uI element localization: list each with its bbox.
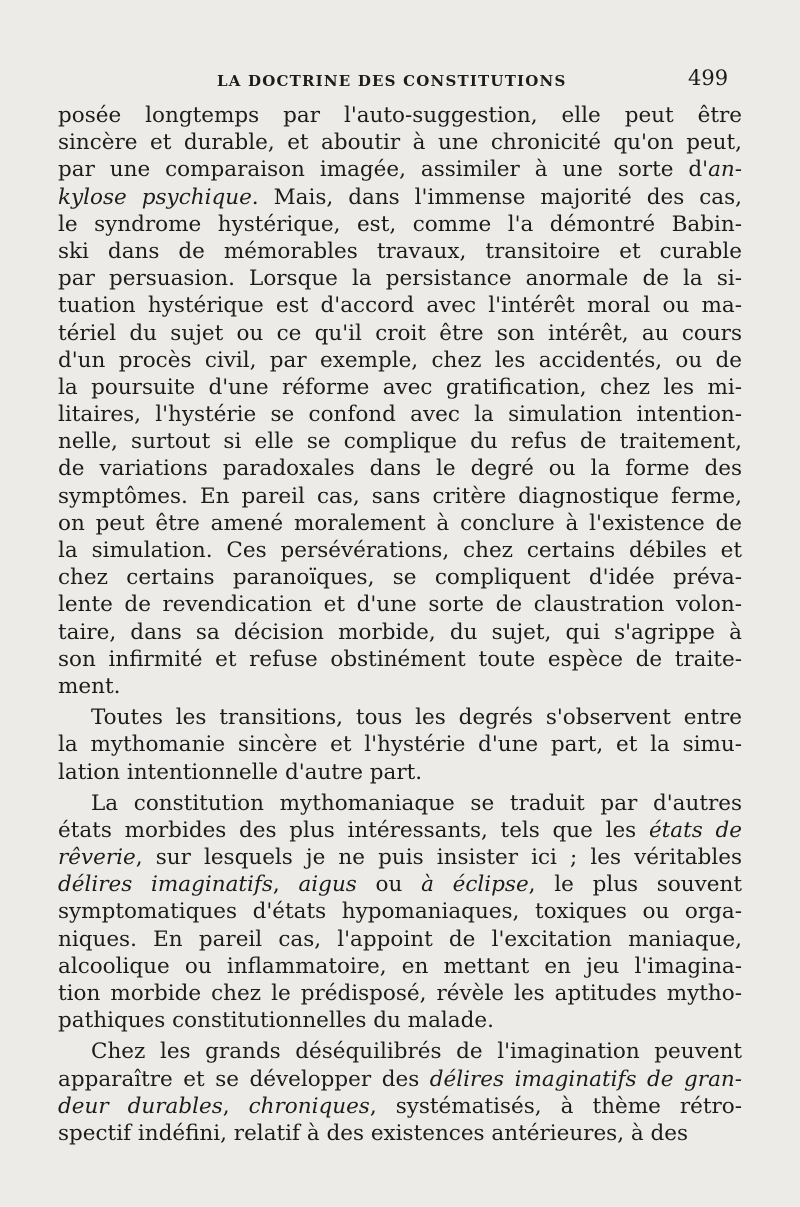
text-line bbox=[58, 483, 742, 510]
text-run: symptomatiques d'états hypomaniaques, toxiques ou orga- bbox=[58, 899, 742, 925]
text-line bbox=[58, 428, 742, 455]
text-line bbox=[58, 184, 742, 211]
text-run: . Mais, dans l'immense majorité des cas, bbox=[251, 184, 742, 210]
italic-run: délires imaginatifs de gran- bbox=[429, 1066, 742, 1092]
text-line bbox=[58, 619, 742, 646]
italic-run: aigus bbox=[298, 872, 357, 898]
text-run: Chez les grands déséquilibrés de l'imagination peuvent bbox=[91, 1039, 742, 1065]
paragraph bbox=[58, 704, 742, 786]
text-line bbox=[58, 102, 742, 129]
italic-run: deur durables bbox=[58, 1093, 223, 1119]
text-run: de variations paradoxales dans le degré ou la forme des bbox=[58, 456, 742, 482]
text-run: Toutes les transitions, tous les degrés s'observent entre bbox=[91, 705, 742, 731]
text-run: tériel du sujet ou ce qu'il croit être son intérêt, au cours bbox=[58, 320, 742, 346]
text-run: ski dans de mémorables travaux, transitoire et curable bbox=[58, 238, 742, 264]
text-run: ou bbox=[356, 872, 422, 898]
text-run: posée longtemps par l'auto-suggestion, elle peut être bbox=[58, 103, 742, 128]
text-run: par persuasion. Lorsque la persistance anormale de la si- bbox=[58, 266, 742, 292]
text-line bbox=[58, 898, 742, 925]
text-run: symptômes. En pareil cas, sans critère diagnostique ferme, bbox=[58, 483, 742, 509]
text-run: le syndrome hystérique, est, comme l'a démontré Babin- bbox=[58, 211, 742, 237]
body-text bbox=[58, 102, 742, 1147]
italic-run: délires imaginatifs bbox=[58, 872, 273, 898]
text-run: tuation hystérique est d'accord avec l'intérêt moral ou ma- bbox=[58, 293, 742, 319]
text-line bbox=[58, 646, 742, 673]
text-run: sincère et durable, et aboutir à une chronicité qu'on peut, bbox=[58, 130, 742, 156]
text-line bbox=[58, 704, 742, 731]
italic-run: à éclipse bbox=[421, 872, 529, 898]
text-line bbox=[58, 156, 742, 183]
text-run: tion morbide chez le prédisposé, révèle les aptitudes mytho- bbox=[58, 981, 742, 1006]
text-run: chez certains paranoïques, se compliquent d'idée préva- bbox=[58, 565, 742, 591]
text-run: , sur lesquels je ne puis insister ici ; les véritables bbox=[135, 845, 742, 871]
text-run: La constitution mythomaniaque se traduit par d'autres bbox=[91, 790, 742, 816]
text-line bbox=[58, 401, 742, 428]
text-line bbox=[58, 374, 742, 401]
page-number: 499 bbox=[688, 66, 729, 90]
italic-run: an- bbox=[708, 157, 742, 183]
text-line bbox=[58, 591, 742, 618]
text-line bbox=[58, 759, 742, 786]
text-run: spectif indéfini, relatif à des existences antérieures, à des bbox=[58, 1120, 689, 1146]
text-run: , bbox=[222, 1093, 249, 1119]
text-line bbox=[58, 673, 742, 700]
text-line bbox=[58, 1120, 742, 1147]
text-run: apparaître et se développer des bbox=[58, 1066, 430, 1092]
text-run: lente de revendication et d'une sorte de claustration volon- bbox=[58, 592, 742, 618]
text-line bbox=[58, 871, 742, 898]
text-line bbox=[58, 211, 742, 238]
text-run: , systématisés, à thème rétro- bbox=[369, 1093, 742, 1119]
text-run: taire, dans sa décision morbide, du sujet, qui s'agrippe à bbox=[58, 619, 742, 645]
text-run: , le plus souvent bbox=[528, 872, 742, 898]
italic-run: états de bbox=[648, 817, 742, 843]
text-line bbox=[58, 790, 742, 817]
text-run: litaires, l'hystérie se confond avec la simulation intention- bbox=[58, 402, 742, 428]
text-line bbox=[58, 1038, 742, 1065]
text-run: lation intentionnelle d'autre part. bbox=[58, 759, 423, 785]
text-line bbox=[58, 564, 742, 591]
paragraph bbox=[58, 1038, 742, 1147]
text-line bbox=[58, 129, 742, 156]
text-line bbox=[58, 1066, 742, 1093]
text-line bbox=[58, 926, 742, 953]
text-run: alcoolique ou inflammatoire, en mettant en jeu l'imagina- bbox=[58, 953, 742, 979]
text-line bbox=[58, 980, 742, 1007]
paragraph bbox=[58, 790, 742, 1035]
text-run: la poursuite d'une réforme avec gratification, chez les mi- bbox=[58, 374, 742, 400]
text-line bbox=[58, 292, 742, 319]
text-line bbox=[58, 731, 742, 758]
text-line bbox=[58, 844, 742, 871]
text-line bbox=[58, 1093, 742, 1120]
text-line bbox=[58, 455, 742, 482]
text-run: d'un procès civil, par exemple, chez les accidentés, ou de bbox=[58, 347, 742, 373]
text-line bbox=[58, 817, 742, 844]
text-run: son infirmité et refuse obstinément toute espèce de traite- bbox=[58, 646, 742, 672]
text-line bbox=[58, 238, 742, 265]
text-line bbox=[58, 510, 742, 537]
text-run: pathiques constitutionnelles du malade. bbox=[58, 1008, 494, 1034]
text-run: on peut être amené moralement à conclure à l'existence de bbox=[58, 510, 742, 536]
text-run: la simulation. Ces persévérations, chez certains débiles et bbox=[58, 538, 742, 563]
running-title: LA DOCTRINE DES CONSTITUTIONS bbox=[217, 72, 567, 90]
page-header bbox=[0, 64, 800, 94]
italic-run: rêverie bbox=[58, 845, 136, 871]
text-line bbox=[58, 320, 742, 347]
italic-run: kylose psychique bbox=[58, 184, 252, 210]
text-run: la mythomanie sincère et l'hystérie d'une part, et la simu- bbox=[58, 732, 742, 758]
text-run: ment. bbox=[58, 673, 121, 699]
text-line bbox=[58, 1007, 742, 1034]
text-line bbox=[58, 347, 742, 374]
text-run: nelle, surtout si elle se complique du refus de traitement, bbox=[58, 429, 742, 455]
text-run: par une comparaison imagée, assimiler à une sorte d' bbox=[58, 157, 709, 183]
text-run: , bbox=[272, 872, 299, 898]
text-line bbox=[58, 265, 742, 292]
paragraph bbox=[58, 102, 742, 700]
text-run: niques. En pareil cas, l'appoint de l'excitation maniaque, bbox=[58, 926, 742, 952]
text-line bbox=[58, 537, 742, 564]
text-line bbox=[58, 953, 742, 980]
italic-run: chroniques bbox=[248, 1093, 370, 1119]
text-run: états morbides des plus intéressants, tels que les bbox=[58, 817, 649, 843]
